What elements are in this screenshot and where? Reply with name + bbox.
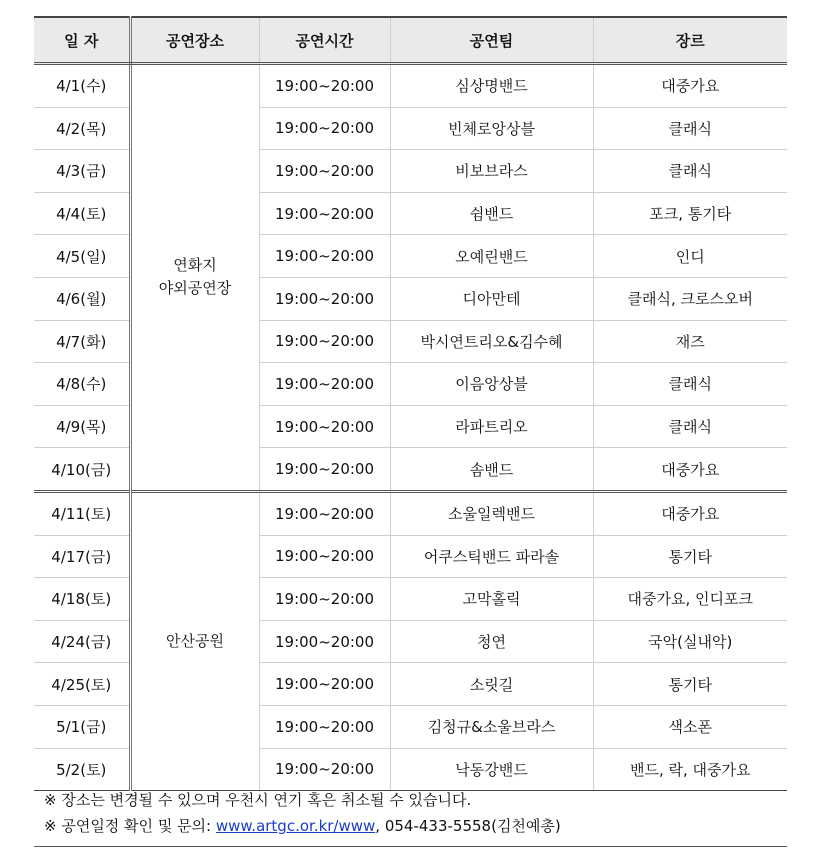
note-inquiry (44, 813, 561, 839)
team-cell: 솜밴드 (390, 448, 593, 492)
genre-cell: 클래식 (593, 363, 787, 406)
date-cell: 4/4(토) (34, 192, 130, 235)
bottom-rule (34, 846, 787, 847)
genre-cell: 인디 (593, 235, 787, 278)
note-venue-change: ※ 장소는 변경될 수 있으며 우천시 연기 혹은 취소될 수 있습니다. (44, 791, 472, 809)
genre-cell: 대중가요, 인디포크 (593, 578, 787, 621)
header-row (34, 17, 787, 64)
date-cell: 4/10(금) (34, 448, 130, 492)
genre-cell: 대중가요 (593, 64, 787, 108)
time-cell: 19:00~20:00 (259, 150, 390, 193)
time-cell: 19:00~20:00 (259, 491, 390, 535)
date-cell: 4/5(일) (34, 235, 130, 278)
date-cell: 4/25(토) (34, 663, 130, 706)
notes (44, 787, 561, 839)
time-cell: 19:00~20:00 (259, 405, 390, 448)
venue-cell (130, 491, 259, 790)
date-cell: 4/3(금) (34, 150, 130, 193)
team-cell: 소울일렉밴드 (390, 491, 593, 535)
team-cell: 오예린밴드 (390, 235, 593, 278)
genre-cell: 클래식 (593, 405, 787, 448)
table-row (34, 64, 787, 108)
team-cell: 라파트리오 (390, 405, 593, 448)
genre-cell: 포크, 통기타 (593, 192, 787, 235)
genre-cell: 클래식 (593, 107, 787, 150)
date-cell: 4/8(수) (34, 363, 130, 406)
genre-cell: 국악(실내악) (593, 620, 787, 663)
venue-name-line: 야외공연장 (158, 279, 232, 298)
time-cell: 19:00~20:00 (259, 663, 390, 706)
note-inquiry-suffix: , 054-433-5558(김천예총) (375, 817, 561, 835)
date-cell: 4/24(금) (34, 620, 130, 663)
date-cell: 4/2(목) (34, 107, 130, 150)
genre-cell: 재즈 (593, 320, 787, 363)
team-cell: 낙동강밴드 (390, 748, 593, 791)
genre-cell: 클래식 (593, 150, 787, 193)
team-cell: 심상명밴드 (390, 64, 593, 108)
time-cell: 19:00~20:00 (259, 578, 390, 621)
team-cell: 소릿길 (390, 663, 593, 706)
time-cell: 19:00~20:00 (259, 535, 390, 578)
date-cell: 4/9(목) (34, 405, 130, 448)
header-team: 공연팀 (390, 17, 593, 64)
time-cell: 19:00~20:00 (259, 192, 390, 235)
time-cell: 19:00~20:00 (259, 363, 390, 406)
venue-name-line: 안산공원 (166, 631, 224, 650)
time-cell: 19:00~20:00 (259, 277, 390, 320)
website-link[interactable]: www.artgc.or.kr/www (215, 817, 376, 835)
time-cell: 19:00~20:00 (259, 748, 390, 791)
time-cell: 19:00~20:00 (259, 107, 390, 150)
header-time: 공연시간 (259, 17, 390, 64)
time-cell: 19:00~20:00 (259, 620, 390, 663)
team-cell: 이음앙상블 (390, 363, 593, 406)
date-cell: 4/17(금) (34, 535, 130, 578)
table-row (34, 491, 787, 535)
team-cell: 어쿠스틱밴드 파라솔 (390, 535, 593, 578)
genre-cell: 클래식, 크로스오버 (593, 277, 787, 320)
genre-cell: 대중가요 (593, 491, 787, 535)
team-cell: 박시연트리오&김수혜 (390, 320, 593, 363)
schedule-body (34, 64, 787, 791)
date-cell: 4/6(월) (34, 277, 130, 320)
team-cell: 고막홀릭 (390, 578, 593, 621)
schedule-table (34, 16, 787, 791)
header-date: 일 자 (34, 17, 130, 64)
venue-name-line: 연화지 (173, 256, 217, 275)
time-cell: 19:00~20:00 (259, 235, 390, 278)
genre-cell: 밴드, 락, 대중가요 (593, 748, 787, 791)
genre-cell: 색소폰 (593, 705, 787, 748)
team-cell: 청연 (390, 620, 593, 663)
time-cell: 19:00~20:00 (259, 320, 390, 363)
date-cell: 4/18(토) (34, 578, 130, 621)
team-cell: 쉼밴드 (390, 192, 593, 235)
date-cell: 4/11(토) (34, 491, 130, 535)
team-cell: 김청규&소울브라스 (390, 705, 593, 748)
venue-cell (130, 64, 259, 492)
genre-cell: 통기타 (593, 535, 787, 578)
time-cell: 19:00~20:00 (259, 705, 390, 748)
header-venue: 공연장소 (130, 17, 259, 64)
time-cell: 19:00~20:00 (259, 64, 390, 108)
team-cell: 비보브라스 (390, 150, 593, 193)
team-cell: 빈체로앙상블 (390, 107, 593, 150)
header-genre: 장르 (593, 17, 787, 64)
date-cell: 4/7(화) (34, 320, 130, 363)
date-cell: 4/1(수) (34, 64, 130, 108)
time-cell: 19:00~20:00 (259, 448, 390, 492)
genre-cell: 통기타 (593, 663, 787, 706)
team-cell: 디아만테 (390, 277, 593, 320)
date-cell: 5/2(토) (34, 748, 130, 791)
note-inquiry-prefix: ※ 공연일정 확인 및 문의: (44, 817, 216, 835)
genre-cell: 대중가요 (593, 448, 787, 492)
date-cell: 5/1(금) (34, 705, 130, 748)
